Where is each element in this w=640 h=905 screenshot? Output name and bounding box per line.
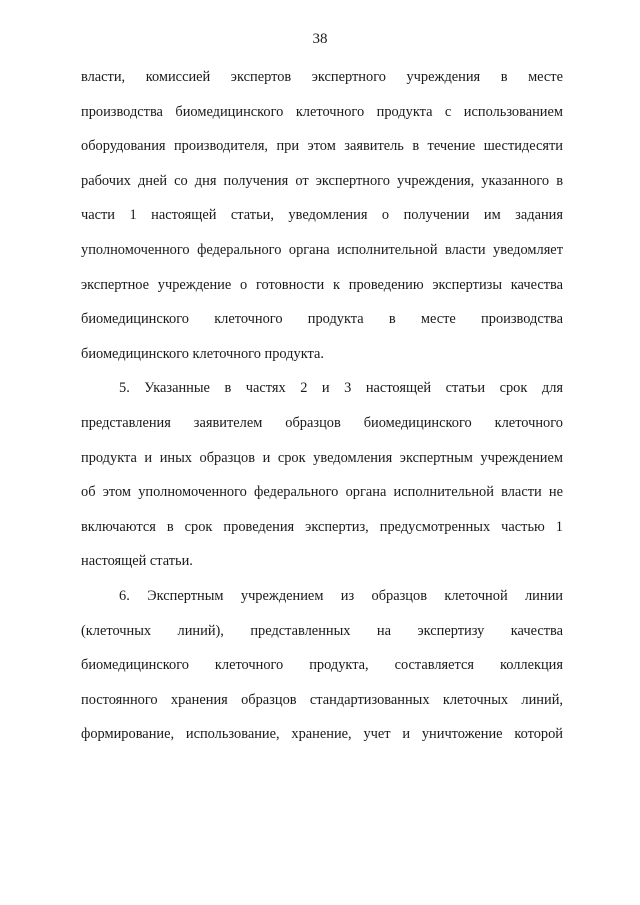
text-line: биомедицинского клеточного продукта в месте производства [81,311,563,328]
text-line: биомедицинского клеточного продукта, составляется коллекция [81,657,563,674]
text-line: представления заявителем образцов биомедицинского клеточного [81,414,563,431]
page-number: 38 [312,31,328,47]
text-line: продукта и иных образцов и срок уведомления экспертным учреждением [81,449,563,466]
text-line: части 1 настоящей статьи, уведомления о получении им задания [81,207,563,224]
text-line: оборудования производителя, при этом заявитель в течение шестидесяти [81,138,563,155]
text-line: включаются в срок проведения экспертиз, предусмотренных частью 1 [81,518,563,535]
text-line: производства биомедицинского клеточного продукта с использованием [81,103,563,120]
text-line: настоящей статьи. [81,553,193,570]
text-line: об этом уполномоченного федерального органа исполнительной власти не [81,484,563,501]
text-line: постоянного хранения образцов стандартизованных клеточных линий, [81,691,563,708]
text-line: уполномоченного федерального органа исполнительной власти уведомляет [81,241,563,258]
text-line: рабочих дней со дня получения от экспертного учреждения, указанного в [81,172,563,189]
paragraph-6-first-line: 6. Экспертным учреждением из образцов клеточной линии [119,587,563,604]
paragraph-5-first-line: 5. Указанные в частях 2 и 3 настоящей статьи срок для [119,380,563,397]
text-line: формирование, использование, хранение, учет и уничтожение которой [81,726,563,743]
text-line: экспертное учреждение о готовности к проведению экспертизы качества [81,276,563,293]
text-line: (клеточных линий), представленных на экспертизу качества [81,622,563,639]
text-line: власти, комиссией экспертов экспертного учреждения в месте [81,69,563,85]
document-body [81,60,563,752]
text-line: биомедицинского клеточного продукта. [81,345,324,362]
